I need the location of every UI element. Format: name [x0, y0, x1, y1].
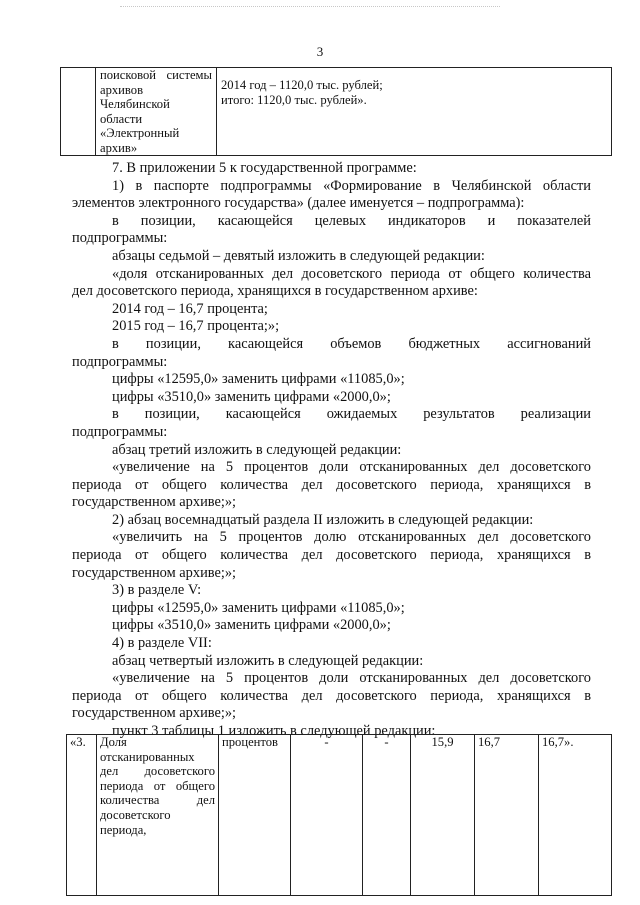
text-line: цифры «3510,0» заменить цифрами «2000,0»; [112, 617, 391, 634]
text-line: 4) в разделе VII: [112, 635, 212, 652]
cell-col5: - [363, 735, 411, 896]
text-line: Доля [100, 735, 127, 749]
text-line: периода от общего [100, 778, 215, 793]
text-line: периода, [100, 822, 147, 837]
text-line: государственном архиве;»; [72, 705, 237, 722]
cell-col6: 15,9 [411, 735, 475, 896]
text-line: цифры «12595,0» заменить цифрами «11085,0»; [112, 599, 405, 616]
text-line: в позиции, касающейся ожидаемых результатов реализации [112, 406, 591, 423]
text-line: государственном архиве;»; [72, 564, 237, 581]
text-line: пункт 3 таблицы 1 изложить в следующей редакции: [112, 723, 436, 739]
text-line: «увеличение на 5 процентов доли отсканированных дел досоветского [112, 459, 591, 476]
text-line: абзацы седьмой – девятый изложить в следующей редакции: [112, 247, 485, 264]
text-line: «Электронный [100, 126, 180, 140]
text-line: «увеличить на 5 процентов долю отсканированных дел досоветского [112, 529, 591, 546]
text-line: государственном архиве;»; [72, 494, 237, 511]
body-text [72, 160, 591, 741]
text-line: «увеличение на 5 процентов доли отсканированных дел досоветского [112, 670, 591, 687]
text-line: 3) в разделе V: [112, 582, 202, 599]
text-line: области [100, 111, 143, 126]
cell-num: «3. [67, 735, 97, 896]
text-line: 2015 год – 16,7 процента;»; [112, 318, 280, 335]
value-line: итого: 1120,0 тыс. рублей». [221, 92, 367, 107]
text-line: дел досоветского периода, хранящихся в государственном архиве: [72, 283, 478, 300]
top-table [60, 67, 612, 156]
text-line: 1) в паспорте подпрограммы «Формирование в Челябинской области [112, 177, 591, 194]
value-line: 2014 год – 1120,0 тыс. рублей; [221, 78, 383, 92]
text-line: отсканированных [100, 749, 195, 764]
text-line: Челябинской [100, 97, 170, 111]
text-line: архив» [100, 140, 138, 155]
cell-col4: - [291, 735, 363, 896]
text-line: абзац четвертый изложить в следующей редакции: [112, 652, 424, 669]
text-line: периода от общего количества дел досоветского периода, хранящихся в [72, 547, 591, 564]
text-line: элементов электронного государства» (далее именуется – подпрограмма): [72, 195, 525, 212]
cell-col8: 16,7». [539, 735, 612, 896]
text-line: 2014 год – 16,7 процента; [112, 300, 268, 317]
cell-text-lines [100, 735, 215, 837]
cell-text-lines [100, 68, 212, 155]
bottom-table [66, 734, 612, 896]
text-line: подпрограммы: [72, 353, 168, 370]
table-row [61, 68, 612, 156]
table-row [67, 735, 612, 896]
text-line: «доля отсканированных дел досоветского периода от общего количества [112, 265, 591, 282]
cell-name [97, 735, 219, 896]
text-line: поисковой системы [100, 68, 212, 82]
text-line: подпрограммы: [72, 230, 168, 247]
text-line: периода от общего количества дел досоветского периода, хранящихся в [72, 476, 591, 493]
text-line: абзац третий изложить в следующей редакции: [112, 441, 402, 458]
text-line: досоветского [100, 807, 171, 822]
table-cell-name [96, 68, 217, 156]
table-cell-empty [61, 68, 96, 156]
text-line: в позиции, касающейся объемов бюджетных ассигнований [112, 335, 591, 352]
text-line: цифры «12595,0» заменить цифрами «11085,0»; [112, 371, 405, 388]
text-line: периода от общего количества дел досоветского периода, хранящихся в [72, 687, 591, 704]
text-line: цифры «3510,0» заменить цифрами «2000,0»; [112, 388, 391, 405]
text-line: в позиции, касающейся целевых индикаторов и показателей [112, 212, 591, 229]
text-line: дел досоветского [100, 764, 215, 779]
scan-artifact [120, 6, 500, 9]
text-line: 2) абзац восемнадцатый раздела II изложить в следующей редакции: [112, 511, 534, 528]
page-number: 3 [316, 44, 324, 59]
text-line: архивов [100, 82, 144, 97]
table-cell-value [217, 68, 612, 156]
text-line: подпрограммы: [72, 423, 168, 440]
cell-col7: 16,7 [475, 735, 539, 896]
text-line: количества дел [100, 793, 215, 808]
cell-unit: процентов [219, 735, 291, 896]
text-line: 7. В приложении 5 к государственной программе: [112, 160, 417, 176]
